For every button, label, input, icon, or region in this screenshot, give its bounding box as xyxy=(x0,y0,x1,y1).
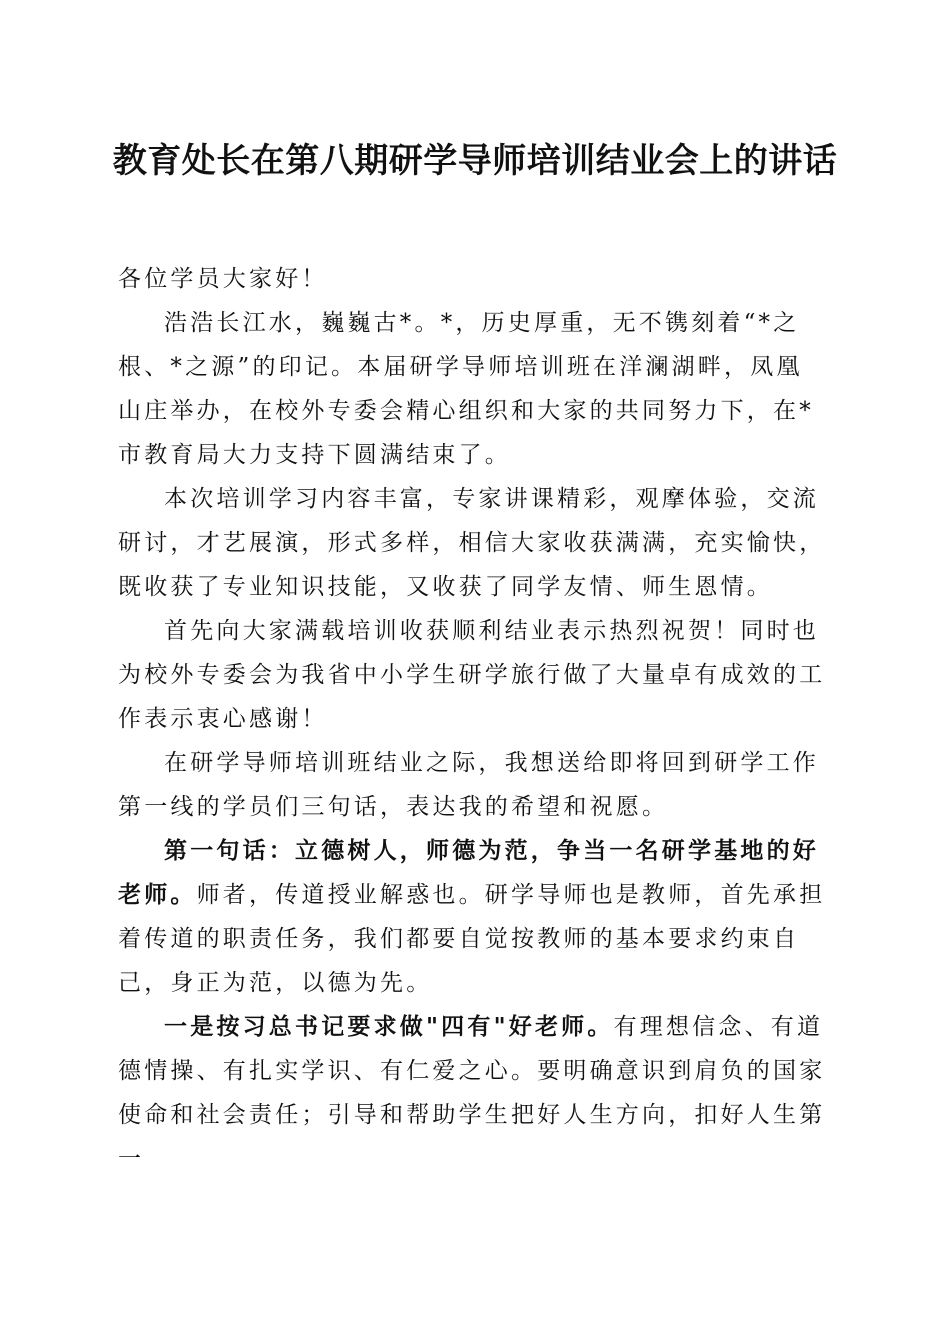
paragraph-5 xyxy=(118,829,828,1005)
paragraph-6-lead: 一是按习总书记要求做"四有"好老师。 xyxy=(164,1013,614,1040)
greeting: 各位学员大家好！ xyxy=(118,266,328,292)
paragraph-6 xyxy=(118,1005,828,1181)
paragraph-2-text: 本次培训学习内容丰富，专家讲课精彩，观摩体验，交流研讨，才艺展演，形式多样，相信大家收获满满，充实愉快，既收获了专业知识技能，又收获了同学友情、师生恩情。 xyxy=(118,486,826,600)
paragraph-4-text: 在研学导师培训班结业之际，我想送给即将回到研学工作第一线的学员们三句话，表达我的希望和祝愿。 xyxy=(118,750,819,820)
paragraph-5-text: 师者，传道授业解惑也。研学导师也是教师，首先承担着传道的职责任务，我们都要自觉按教师的基本要求约束自己，身正为范，以德为先。 xyxy=(118,882,826,996)
paragraph-2 xyxy=(118,477,828,609)
paragraph-1 xyxy=(118,301,828,477)
document-body xyxy=(118,257,828,1181)
paragraph-6-text: 有理想信念、有道德情操、有扎实学识、有仁爱之心。要明确意识到肩负的国家使命和社会责任；引导和帮助学生把好人生方向，扣好人生第一 xyxy=(118,1014,826,1172)
paragraph-3 xyxy=(118,609,828,741)
paragraph-1-text: 浩浩长江水，巍巍古*。*，历史厚重，无不镌刻着“*之根、*之源”的印记。本届研学导师培训班在洋澜湖畔，凤凰山庄举办，在校外专委会精心组织和大家的共同努力下，在*市教育局大力支持下圆满结束了。 xyxy=(118,310,814,468)
paragraph-5-lead: 第一句话：立德树人，师德为范，争当一名研学基地的好老师。 xyxy=(118,837,819,908)
paragraph-4 xyxy=(118,741,828,829)
document-title: 教育处长在第八期研学导师培训结业会上的讲话 xyxy=(112,141,838,181)
paragraph-3-text: 首先向大家满载培训收获顺利结业表示热烈祝贺！同时也为校外专委会为我省中小学生研学旅行做了大量卓有成效的工作表示衷心感谢！ xyxy=(118,618,826,732)
